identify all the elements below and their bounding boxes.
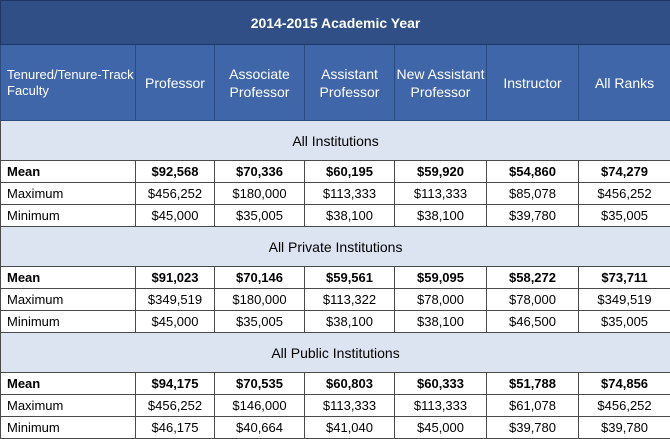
row-label: Maximum — [1, 289, 136, 311]
table-row — [1, 183, 670, 205]
table-cell: $78,000 — [487, 289, 579, 311]
table-row — [1, 161, 670, 183]
table-cell: $70,535 — [215, 373, 305, 395]
table-cell: $35,005 — [215, 205, 305, 227]
title-row — [1, 1, 670, 45]
table-cell: $61,078 — [487, 395, 579, 417]
table-cell: $39,780 — [579, 417, 670, 439]
section-row — [1, 333, 670, 373]
table-cell: $58,272 — [487, 267, 579, 289]
table-cell: $59,561 — [305, 267, 395, 289]
table-row — [1, 311, 670, 333]
header-all-ranks: All Ranks — [579, 45, 670, 121]
table-cell: $113,333 — [305, 395, 395, 417]
table-cell: $74,856 — [579, 373, 670, 395]
table-cell: $349,519 — [136, 289, 215, 311]
section-title: All Institutions — [1, 121, 670, 161]
table-cell: $39,780 — [487, 417, 579, 439]
table-cell: $73,711 — [579, 267, 670, 289]
table-cell: $45,000 — [395, 417, 487, 439]
table-cell: $180,000 — [215, 183, 305, 205]
table-cell: $45,000 — [136, 311, 215, 333]
row-label: Minimum — [1, 205, 136, 227]
table-cell: $146,000 — [215, 395, 305, 417]
header-row — [1, 45, 670, 121]
table-cell: $113,322 — [305, 289, 395, 311]
section-title: All Public Institutions — [1, 333, 670, 373]
table-cell: $78,000 — [395, 289, 487, 311]
table-cell: $38,100 — [305, 311, 395, 333]
table-cell: $456,252 — [136, 395, 215, 417]
table-cell: $38,100 — [305, 205, 395, 227]
header-professor: Professor — [136, 45, 215, 121]
table-cell: $46,500 — [487, 311, 579, 333]
table-cell: $70,146 — [215, 267, 305, 289]
table-cell: $94,175 — [136, 373, 215, 395]
table-cell: $91,023 — [136, 267, 215, 289]
table-cell: $92,568 — [136, 161, 215, 183]
table-cell: $38,100 — [395, 311, 487, 333]
table-cell: $39,780 — [487, 205, 579, 227]
section-row — [1, 227, 670, 267]
table-cell: $41,040 — [305, 417, 395, 439]
header-associate-professor: Associate Professor — [215, 45, 305, 121]
section-row — [1, 121, 670, 161]
table-cell: $60,333 — [395, 373, 487, 395]
table-cell: $349,519 — [579, 289, 670, 311]
table-cell: $456,252 — [579, 183, 670, 205]
table-cell: $456,252 — [136, 183, 215, 205]
table-row — [1, 417, 670, 439]
table-cell: $54,860 — [487, 161, 579, 183]
row-label: Maximum — [1, 395, 136, 417]
table-cell: $45,000 — [136, 205, 215, 227]
table-cell: $46,175 — [136, 417, 215, 439]
row-label: Mean — [1, 161, 136, 183]
table-cell: $74,279 — [579, 161, 670, 183]
table-cell: $60,803 — [305, 373, 395, 395]
table-cell: $113,333 — [305, 183, 395, 205]
table-cell: $35,005 — [579, 205, 670, 227]
table-row — [1, 289, 670, 311]
table-cell: $59,095 — [395, 267, 487, 289]
row-label: Minimum — [1, 311, 136, 333]
row-label: Mean — [1, 373, 136, 395]
table-row — [1, 267, 670, 289]
table-cell: $38,100 — [395, 205, 487, 227]
table-cell: $456,252 — [579, 395, 670, 417]
row-label: Mean — [1, 267, 136, 289]
header-instructor: Instructor — [487, 45, 579, 121]
table-cell: $70,336 — [215, 161, 305, 183]
table-title: 2014-2015 Academic Year — [1, 1, 670, 45]
row-label: Maximum — [1, 183, 136, 205]
table-cell: $180,000 — [215, 289, 305, 311]
table-cell: $35,005 — [579, 311, 670, 333]
table-cell: $60,195 — [305, 161, 395, 183]
table-cell: $113,333 — [395, 183, 487, 205]
header-assistant-professor: Assistant Professor — [305, 45, 395, 121]
table-cell: $113,333 — [395, 395, 487, 417]
table-row — [1, 205, 670, 227]
header-new-assistant-professor: New Assistant Professor — [395, 45, 487, 121]
table-cell: $59,920 — [395, 161, 487, 183]
section-title: All Private Institutions — [1, 227, 670, 267]
table-row — [1, 373, 670, 395]
table-cell: $40,664 — [215, 417, 305, 439]
table-cell: $85,078 — [487, 183, 579, 205]
table-body — [1, 121, 670, 439]
table-row — [1, 395, 670, 417]
table-cell: $35,005 — [215, 311, 305, 333]
row-label: Minimum — [1, 417, 136, 439]
table-cell: $51,788 — [487, 373, 579, 395]
header-faculty: Tenured/Tenure-Track Faculty — [1, 45, 136, 121]
